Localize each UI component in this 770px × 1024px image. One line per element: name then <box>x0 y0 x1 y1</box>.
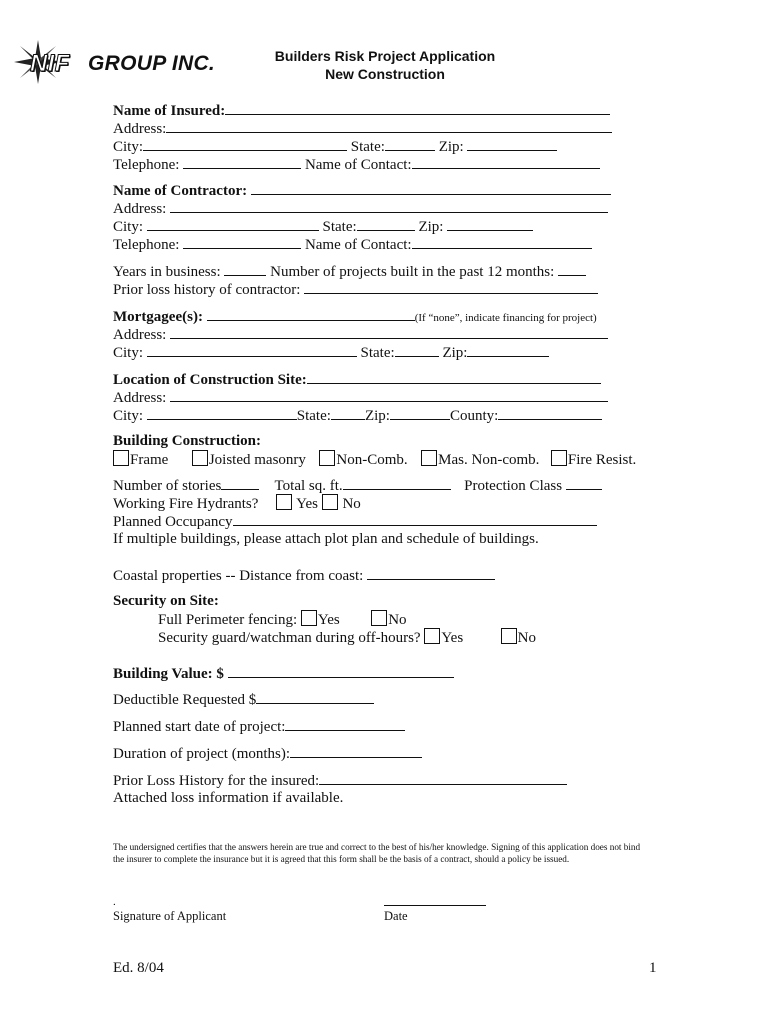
date-line[interactable] <box>384 905 486 906</box>
mortgagee-note: (If “none”, indicate financing for project) <box>414 312 597 324</box>
attached-note: Attached loss information if available. <box>113 790 344 806</box>
insured-city-field[interactable] <box>143 137 347 151</box>
insured-name-row <box>113 101 610 120</box>
coastal-row <box>113 566 495 585</box>
fencing-yes-label: Yes <box>317 612 340 628</box>
checkbox-fire-resist[interactable] <box>551 450 567 466</box>
mortgagee-address-field[interactable] <box>170 325 608 339</box>
insured-address-row <box>113 119 612 138</box>
contractor-telephone-label: Telephone: <box>113 237 180 253</box>
checkbox-hydrants-yes[interactable] <box>276 494 292 510</box>
building-value-field[interactable] <box>228 664 454 678</box>
contractor-address-field[interactable] <box>170 199 608 213</box>
years-in-business-label: Years in business: <box>113 264 221 280</box>
contractor-city-label: City: <box>113 219 144 235</box>
mortgagee-field[interactable] <box>207 307 415 321</box>
option-mas-non-comb-label: Mas. Non-comb. <box>438 452 540 468</box>
contractor-zip-field[interactable] <box>447 217 533 231</box>
insured-telephone-row <box>113 155 600 174</box>
signature-label: Signature of Applicant <box>113 909 227 923</box>
insured-address-field[interactable] <box>166 119 612 133</box>
option-joisted-masonry-label: Joisted masonry <box>208 452 306 468</box>
contractor-state-label: State: <box>322 219 357 235</box>
location-address-field[interactable] <box>170 388 608 402</box>
contractor-zip-label: Zip: <box>418 219 444 235</box>
protection-class-label: Protection Class <box>464 478 563 494</box>
occupancy-field[interactable] <box>233 512 597 526</box>
mortgagee-address-row <box>113 325 608 344</box>
insured-telephone-field[interactable] <box>183 155 301 169</box>
years-in-business-field[interactable] <box>224 262 266 276</box>
guard-row <box>158 628 536 647</box>
location-row <box>113 370 601 389</box>
insured-zip-label: Zip: <box>438 139 464 155</box>
mortgagee-state-field[interactable] <box>395 343 439 357</box>
insured-zip-field[interactable] <box>467 137 557 151</box>
checkbox-fencing-yes[interactable] <box>301 610 317 626</box>
insured-city-label: City: <box>113 139 144 155</box>
deductible-field[interactable] <box>256 690 374 704</box>
start-date-field[interactable] <box>285 717 405 731</box>
certification-text: The undersigned certifies that the answers herein are true and correct to the best of his/her knowledge. Signing of this application does not bind the insurer to complete the insurance but it is agreed that this form shall be the basis of a contract, should a policy be issued. <box>113 842 641 864</box>
guard-yes-label: Yes <box>441 630 464 646</box>
sqft-label: Total sq. ft. <box>274 478 343 494</box>
mortgagee-row <box>113 307 597 326</box>
contractor-name-field[interactable] <box>251 181 611 195</box>
prior-loss-field[interactable] <box>319 771 567 785</box>
insured-telephone-label: Telephone: <box>113 157 180 173</box>
mortgagee-state-label: State: <box>360 345 395 361</box>
insured-contact-label: Name of Contact: <box>304 157 412 173</box>
location-address-row <box>113 388 608 407</box>
duration-label: Duration of project (months): <box>113 746 291 762</box>
company-logo <box>8 42 228 84</box>
fencing-no-label: No <box>388 612 407 628</box>
construction-options <box>113 450 636 469</box>
date-label: Date <box>384 909 408 923</box>
insured-state-field[interactable] <box>385 137 435 151</box>
checkbox-joisted-masonry[interactable] <box>192 450 208 466</box>
location-county-label: County: <box>449 408 499 424</box>
coastal-field[interactable] <box>367 566 495 580</box>
checkbox-mas-non-comb[interactable] <box>421 450 437 466</box>
contractor-name-row <box>113 181 611 200</box>
duration-row <box>113 744 422 763</box>
contractor-address-row <box>113 199 608 218</box>
company-name: GROUP INC. <box>88 52 216 75</box>
stories-field[interactable] <box>221 476 259 490</box>
projects-built-label: Number of projects built in the past 12 months: <box>270 264 555 280</box>
deductible-row <box>113 690 374 709</box>
insured-address-label: Address: <box>113 121 167 137</box>
mortgagee-zip-field[interactable] <box>467 343 549 357</box>
checkbox-guard-yes[interactable] <box>424 628 440 644</box>
start-date-row <box>113 717 405 736</box>
form-title <box>250 47 520 83</box>
checkbox-fencing-no[interactable] <box>371 610 387 626</box>
guard-label: Security guard/watchman during off-hours? <box>158 630 421 646</box>
mortgagee-city-label: City: <box>113 345 144 361</box>
checkbox-hydrants-no[interactable] <box>322 494 338 510</box>
fencing-row <box>158 610 407 629</box>
checkbox-non-comb[interactable] <box>319 450 335 466</box>
contractor-telephone-field[interactable] <box>183 235 301 249</box>
title-line-1: Builders Risk Project Application <box>274 48 496 64</box>
start-date-label: Planned start date of project: <box>113 719 286 735</box>
insured-state-label: State: <box>350 139 385 155</box>
stories-label: Number of stories <box>113 478 222 494</box>
location-label: Location of Construction Site: <box>113 372 307 388</box>
contractor-state-field[interactable] <box>357 217 415 231</box>
option-frame-label: Frame <box>130 452 169 468</box>
location-state-label: State: <box>296 408 331 424</box>
page-number: 1 <box>649 960 657 976</box>
prior-loss-label: Prior Loss History for the insured: <box>113 773 320 789</box>
mortgagee-label: Mortgagee(s): <box>113 309 203 325</box>
insured-name-field[interactable] <box>225 101 610 115</box>
contractor-city-field[interactable] <box>147 217 319 231</box>
mortgagee-city-field[interactable] <box>147 343 357 357</box>
location-zip-label: Zip: <box>364 408 390 424</box>
multiple-buildings-note: If multiple buildings, please attach plot plan and schedule of buildings. <box>113 531 539 547</box>
fencing-label: Full Perimeter fencing: <box>158 612 298 628</box>
contractor-loss-label: Prior loss history of contractor: <box>113 282 301 298</box>
security-label: Security on Site: <box>113 593 219 609</box>
logo-mark: NIF <box>30 50 70 77</box>
title-line-2: New Construction <box>325 66 445 82</box>
contractor-telephone-row <box>113 235 592 254</box>
mortgagee-zip-label: Zip: <box>442 345 468 361</box>
insured-contact-field[interactable] <box>412 155 600 169</box>
insured-city-row <box>113 137 557 156</box>
location-field[interactable] <box>307 370 601 384</box>
sqft-field[interactable] <box>343 476 451 490</box>
duration-field[interactable] <box>290 744 422 758</box>
option-non-comb-label: Non-Comb. <box>336 452 408 468</box>
hydrants-no-label: No <box>342 496 361 512</box>
insured-name-label: Name of Insured: <box>113 103 226 119</box>
building-value-label: Building Value: $ <box>113 666 224 682</box>
location-address-label: Address: <box>113 390 167 406</box>
contractor-contact-label: Name of Contact: <box>304 237 412 253</box>
option-fire-resist-label: Fire Resist. <box>567 452 637 468</box>
contractor-loss-field[interactable] <box>304 280 598 294</box>
mortgagee-address-label: Address: <box>113 327 167 343</box>
contractor-city-row <box>113 217 533 236</box>
occupancy-row <box>113 512 597 531</box>
mortgagee-city-row <box>113 343 549 362</box>
signature-dot: . <box>113 896 116 908</box>
stories-row <box>113 476 602 495</box>
location-state-field[interactable] <box>331 406 365 420</box>
edition-label: Ed. 8/04 <box>113 960 164 976</box>
protection-class-field[interactable] <box>566 476 602 490</box>
contractor-name-label: Name of Contractor: <box>113 183 248 199</box>
coastal-label: Coastal properties -- Distance from coast: <box>113 568 364 584</box>
deductible-label: Deductible Requested $ <box>113 692 257 708</box>
building-value-row <box>113 664 454 683</box>
location-city-field[interactable] <box>147 406 297 420</box>
occupancy-label: Planned Occupancy <box>113 514 233 530</box>
location-city-row <box>113 406 602 425</box>
construction-label: Building Construction: <box>113 433 261 449</box>
hydrants-label: Working Fire Hydrants? <box>113 496 259 512</box>
checkbox-guard-no[interactable] <box>501 628 517 644</box>
prior-loss-row <box>113 771 567 790</box>
contractor-loss-row <box>113 280 598 299</box>
location-zip-field[interactable] <box>390 406 450 420</box>
hydrants-row <box>113 494 361 513</box>
location-city-label: City: <box>113 408 144 424</box>
checkbox-frame[interactable] <box>113 450 129 466</box>
location-county-field[interactable] <box>498 406 602 420</box>
contractor-address-label: Address: <box>113 201 167 217</box>
contractor-contact-field[interactable] <box>412 235 592 249</box>
contractor-years-row <box>113 262 586 281</box>
guard-no-label: No <box>517 630 536 646</box>
hydrants-yes-label: Yes <box>296 496 318 512</box>
projects-built-field[interactable] <box>558 262 586 276</box>
